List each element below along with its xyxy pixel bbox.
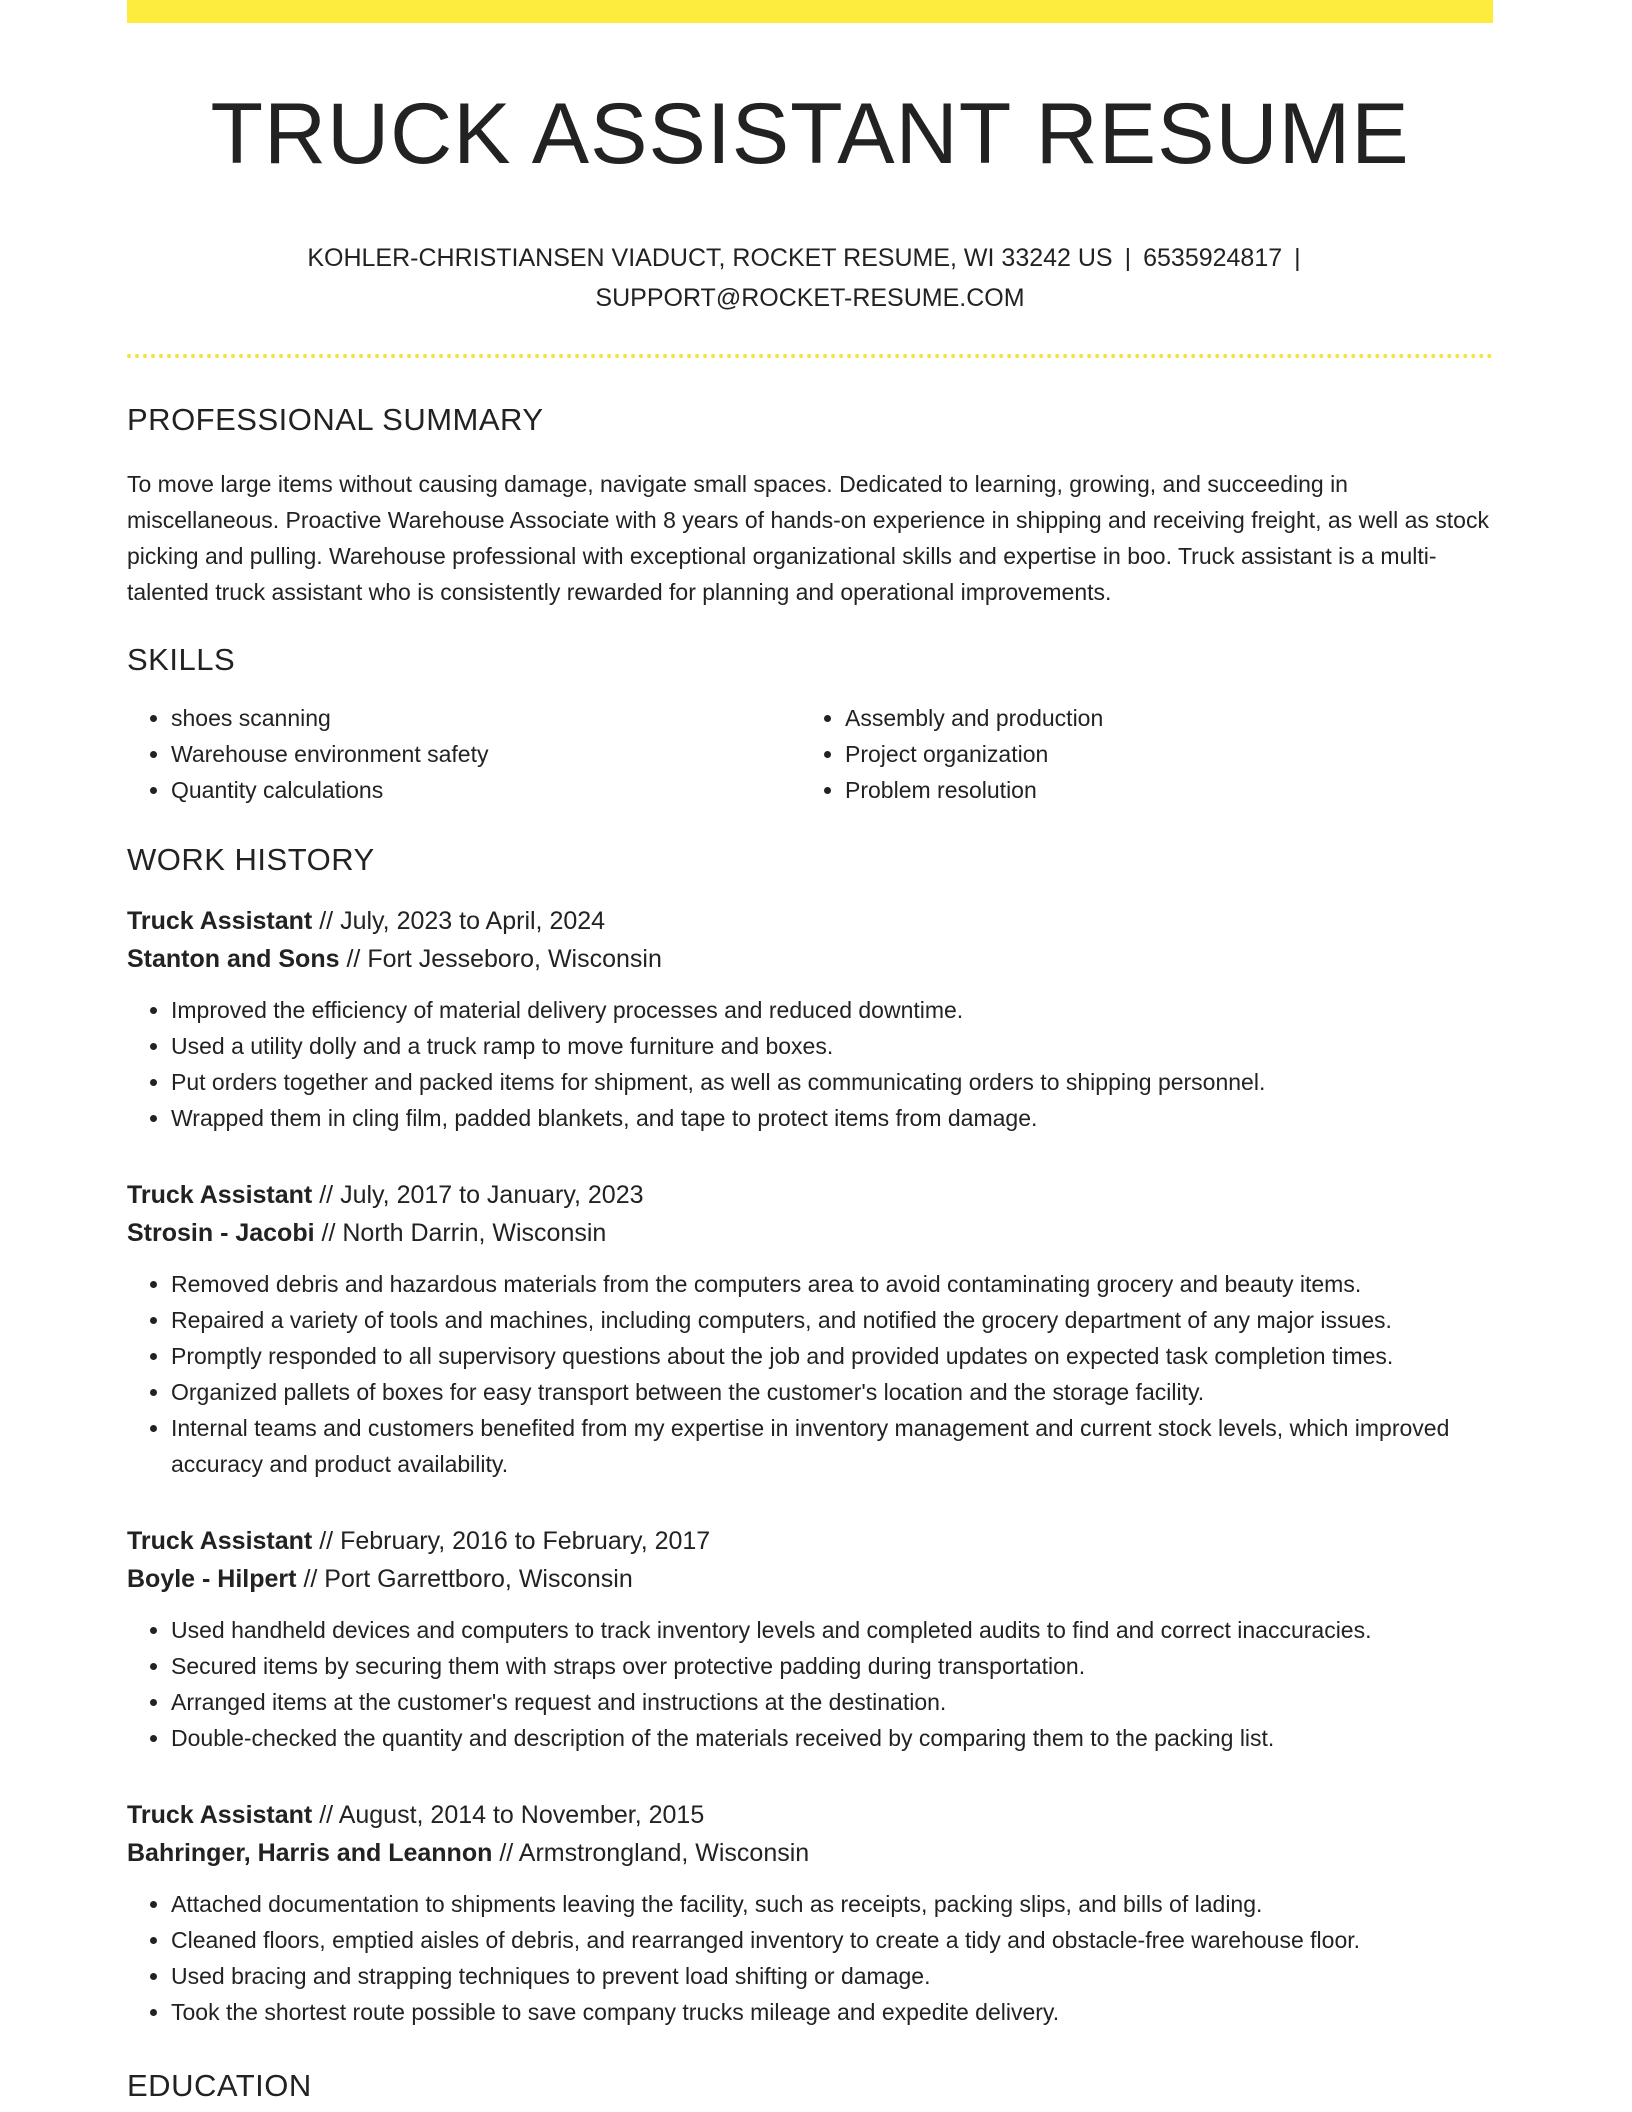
separator: //	[499, 1838, 514, 1867]
separator: //	[321, 1218, 336, 1247]
job-bullet: • Took the shortest route possible to save company trucks mileage and expedite delivery.	[171, 1994, 1493, 2030]
job-bullets	[127, 1886, 1493, 2030]
phone-text: 6535924817	[1143, 243, 1283, 272]
skill-item: • Project organization	[845, 736, 1475, 772]
job-location: Fort Jesseboro, Wisconsin	[367, 944, 662, 973]
resume-title: TRUCK ASSISTANT RESUME	[210, 86, 1410, 182]
job-company: Boyle - Hilpert	[127, 1564, 297, 1593]
job-bullet: • Put orders together and packed items for shipment, as well as communicating orders to shipping personnel.	[171, 1064, 1493, 1100]
skills-list	[127, 700, 1493, 808]
job-location: Port Garrettboro, Wisconsin	[324, 1564, 633, 1593]
separator: |	[1294, 243, 1301, 272]
skills-column-left	[127, 700, 801, 808]
job-company-line	[127, 1834, 1493, 1872]
separator: //	[319, 1800, 334, 1829]
job-company: Strosin - Jacobi	[127, 1218, 315, 1247]
job-role: Truck Assistant	[127, 1800, 313, 1829]
job-company-line	[127, 1214, 1493, 1252]
job-bullet: • Promptly responded to all supervisory questions about the job and provided updates on expected task completion times.	[171, 1338, 1493, 1374]
job-role-line	[127, 902, 1493, 940]
job-dates: July, 2023 to April, 2024	[340, 906, 606, 935]
job-bullets	[127, 992, 1493, 1136]
separator: |	[1124, 243, 1132, 272]
summary-text: To move large items without causing damage, navigate small spaces. Dedicated to learning, growing, and succeeding in miscellaneous. Proactive Warehouse Associate with 8 years of hands-on experience in shipping and receiving freight, as well as stock picking and pulling. Warehouse professional with exceptional organizational skills and expertise in boo. Truck assistant is a multi-talented truck assistant who is consistently rewarded for planning and operational improvements.	[127, 470, 1489, 605]
skill-item: • Problem resolution	[845, 772, 1475, 808]
job-company-line	[127, 940, 1493, 978]
job-bullet: • Used handheld devices and computers to track inventory levels and completed audits to find and correct inaccuracies.	[171, 1612, 1493, 1648]
skills-column-right	[801, 700, 1475, 808]
address-text: KOHLER-CHRISTIANSEN VIADUCT, ROCKET RESUME, WI 33242 US	[307, 243, 1113, 272]
section-title-summary: PROFESSIONAL SUMMARY	[127, 401, 544, 437]
job-company: Bahringer, Harris and Leannon	[127, 1838, 493, 1867]
job-bullet: • Used bracing and strapping techniques to prevent load shifting or damage.	[171, 1958, 1493, 1994]
job-bullet: • Removed debris and hazardous materials from the computers area to avoid contaminating grocery and beauty items.	[171, 1266, 1493, 1302]
job-bullet: • Attached documentation to shipments leaving the facility, such as receipts, packing slips, and bills of lading.	[171, 1886, 1493, 1922]
job-bullet: • Improved the efficiency of material delivery processes and reduced downtime.	[171, 992, 1493, 1028]
job-bullet: • Repaired a variety of tools and machines, including computers, and notified the grocery department of any major issues.	[171, 1302, 1493, 1338]
job-company-line	[127, 1560, 1493, 1598]
skill-item: • Quantity calculations	[171, 772, 801, 808]
separator: //	[319, 906, 334, 935]
job-bullet: • Double-checked the quantity and description of the materials received by comparing them to the packing list.	[171, 1720, 1493, 1756]
dotted-divider	[127, 354, 1493, 358]
job-bullets	[127, 1612, 1493, 1756]
separator: //	[319, 1526, 334, 1555]
job-bullet: • Internal teams and customers benefited from my expertise in inventory management and current stock levels, which improved accuracy and product availability.	[171, 1410, 1493, 1482]
job-company: Stanton and Sons	[127, 944, 340, 973]
job-dates: August, 2014 to November, 2015	[338, 1800, 705, 1829]
section-title-skills: SKILLS	[127, 641, 236, 677]
job-location: North Darrin, Wisconsin	[342, 1218, 607, 1247]
job-role-line	[127, 1796, 1493, 1834]
job-dates: February, 2016 to February, 2017	[340, 1526, 711, 1555]
job-bullet: • Cleaned floors, emptied aisles of debris, and rearranged inventory to create a tidy and obstacle-free warehouse floor.	[171, 1922, 1493, 1958]
job-role-line	[127, 1176, 1493, 1214]
job-bullet: • Wrapped them in cling film, padded blankets, and tape to protect items from damage.	[171, 1100, 1493, 1136]
skill-item: • shoes scanning	[171, 700, 801, 736]
job-bullet: • Used a utility dolly and a truck ramp to move furniture and boxes.	[171, 1028, 1493, 1064]
section-title-education: EDUCATION	[127, 2067, 312, 2103]
job-entry	[127, 902, 1493, 1136]
resume-page	[127, 0, 1493, 2104]
accent-bar	[127, 0, 1493, 23]
job-bullet: • Secured items by securing them with straps over protective padding during transportation.	[171, 1648, 1493, 1684]
job-role: Truck Assistant	[127, 906, 313, 935]
section-title-work-history: WORK HISTORY	[127, 841, 375, 877]
skill-item: • Warehouse environment safety	[171, 736, 801, 772]
skill-item: • Assembly and production	[845, 700, 1475, 736]
job-entry	[127, 1796, 1493, 2030]
separator: //	[346, 944, 361, 973]
job-location: Armstrongland, Wisconsin	[518, 1838, 810, 1867]
job-bullets	[127, 1266, 1493, 1482]
job-role-line	[127, 1522, 1493, 1560]
job-dates: July, 2017 to January, 2023	[340, 1180, 644, 1209]
separator: //	[319, 1180, 334, 1209]
job-entry	[127, 1522, 1493, 1756]
job-role: Truck Assistant	[127, 1180, 313, 1209]
contact-info	[280, 238, 1340, 318]
job-entry	[127, 1176, 1493, 1482]
job-bullet: • Organized pallets of boxes for easy transport between the customer's location and the storage facility.	[171, 1374, 1493, 1410]
job-bullet: • Arranged items at the customer's request and instructions at the destination.	[171, 1684, 1493, 1720]
email-link[interactable]: SUPPORT@ROCKET-RESUME.COM	[595, 283, 1025, 312]
separator: //	[303, 1564, 318, 1593]
job-role: Truck Assistant	[127, 1526, 313, 1555]
